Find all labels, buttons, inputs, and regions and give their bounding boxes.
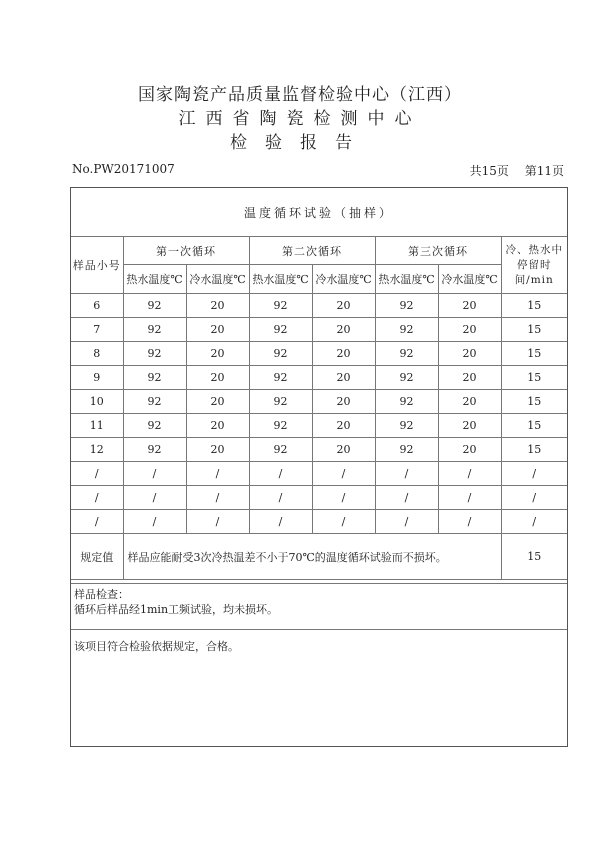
table-cell: / [312,486,375,510]
table-cell: 15 [501,438,567,462]
hot-temp-header: 热水温度℃ [375,265,438,294]
cold-temp-header: 冷水温度℃ [438,265,501,294]
table-row [71,510,567,534]
table-row [71,294,567,318]
conclusion: 该项目符合检验依据规定，合格。 [71,629,567,747]
table-cell: 15 [501,342,567,366]
table-cell: / [186,462,249,486]
page-current: 第11页 [524,164,564,178]
table-cell: 92 [123,294,186,318]
report-title: 检验报告 [230,133,370,153]
cycle-2-header: 第二次循环 [249,237,375,265]
table-cell: 92 [123,318,186,342]
page-indicator [458,162,564,179]
hot-temp-header: 热水温度℃ [123,265,186,294]
cycle-1-header: 第一次循环 [123,237,249,265]
table-row [71,366,567,390]
table-cell: 20 [186,390,249,414]
table-cell: 10 [71,390,123,414]
table-cell: 92 [123,438,186,462]
table-cell: / [312,510,375,534]
table-cell: 20 [438,366,501,390]
spec-text: 样品应能耐受3次冷热温差不小于70℃的温度循环试验而不损坏。 [123,534,501,580]
table-cell: / [71,462,123,486]
table-cell: 9 [71,366,123,390]
table-cell: / [375,510,438,534]
table-cell: 20 [312,294,375,318]
table-cell: / [501,462,567,486]
inspection-text: 循环后样品经1min工频试验，均未损坏。 [74,603,279,616]
table-cell: 20 [312,342,375,366]
table-cell: 92 [249,318,312,342]
table-row [71,318,567,342]
table-cell: 15 [501,414,567,438]
table-cell: 20 [186,342,249,366]
table-cell: 15 [501,390,567,414]
table-cell: 20 [186,414,249,438]
table-cell: / [186,510,249,534]
table-row [71,486,567,510]
table-cell: 20 [312,438,375,462]
table-cell: 92 [375,414,438,438]
table-cell: 20 [186,438,249,462]
table-cell: / [249,510,312,534]
table-cell: / [186,486,249,510]
table-cell: / [249,462,312,486]
table-cell: 20 [312,366,375,390]
table-cell: 92 [249,294,312,318]
hot-temp-header: 热水温度℃ [249,265,312,294]
spec-label: 规定值 [71,534,123,580]
table-cell: / [312,462,375,486]
table-cell: 15 [501,294,567,318]
table-row [71,414,567,438]
table-cell: 20 [186,318,249,342]
table-cell: 92 [375,294,438,318]
table-cell: 92 [375,390,438,414]
table-cell: 11 [71,414,123,438]
table-cell: 92 [123,414,186,438]
temperature-cycle-table [71,188,567,580]
table-cell: 7 [71,318,123,342]
table-cell: 92 [375,438,438,462]
table-title: 温度循环试验（抽样） [71,188,567,237]
table-cell: / [501,486,567,510]
table-cell: 92 [375,318,438,342]
hold-time-header: 冷、热水中停留时间/min [501,237,567,294]
table-cell: / [438,462,501,486]
table-cell: 20 [312,414,375,438]
table-cell: 20 [186,366,249,390]
cold-temp-header: 冷水温度℃ [312,265,375,294]
table-cell: 92 [123,342,186,366]
table-cell: 15 [501,318,567,342]
table-cell: / [438,486,501,510]
sample-no-header: 样品小号 [71,237,123,294]
table-cell: 20 [186,294,249,318]
table-cell: / [123,486,186,510]
table-cell: 92 [249,438,312,462]
sample-inspection [71,583,567,629]
table-cell: 92 [249,414,312,438]
table-cell: / [71,510,123,534]
table-cell: 20 [438,414,501,438]
table-cell: 92 [123,366,186,390]
table-cell: 92 [249,366,312,390]
table-cell: 92 [375,342,438,366]
center-name: 国家陶瓷产品质量监督检验中心（江西） [138,85,462,105]
table-cell: 92 [249,390,312,414]
table-cell: 20 [438,294,501,318]
table-cell: / [123,462,186,486]
table-cell: / [501,510,567,534]
cold-temp-header: 冷水温度℃ [186,265,249,294]
table-cell: 20 [438,342,501,366]
table-cell: 92 [123,390,186,414]
page-total: 共15页 [469,164,509,178]
spec-value: 15 [501,534,567,580]
table-cell: 20 [438,318,501,342]
inspection-label: 样品检查： [74,588,129,601]
table-cell: / [438,510,501,534]
table-row [71,390,567,414]
table-cell: 92 [249,342,312,366]
table-cell: / [123,510,186,534]
table-cell: / [375,462,438,486]
table-cell: 12 [71,438,123,462]
table-cell: 6 [71,294,123,318]
table-cell: 20 [312,390,375,414]
table-cell: / [249,486,312,510]
cycle-3-header: 第三次循环 [375,237,501,265]
table-cell: 92 [375,366,438,390]
table-cell: / [71,486,123,510]
center-subname: 江西省陶瓷检测中心 [178,109,422,129]
table-row [71,438,567,462]
table-cell: / [375,486,438,510]
table-cell: 8 [71,342,123,366]
table-cell: 20 [312,318,375,342]
report-number: No.PW20171007 [72,162,175,176]
report-frame [70,187,568,747]
table-row [71,342,567,366]
table-row [71,462,567,486]
table-cell: 20 [438,390,501,414]
table-cell: 15 [501,366,567,390]
table-cell: 20 [438,438,501,462]
